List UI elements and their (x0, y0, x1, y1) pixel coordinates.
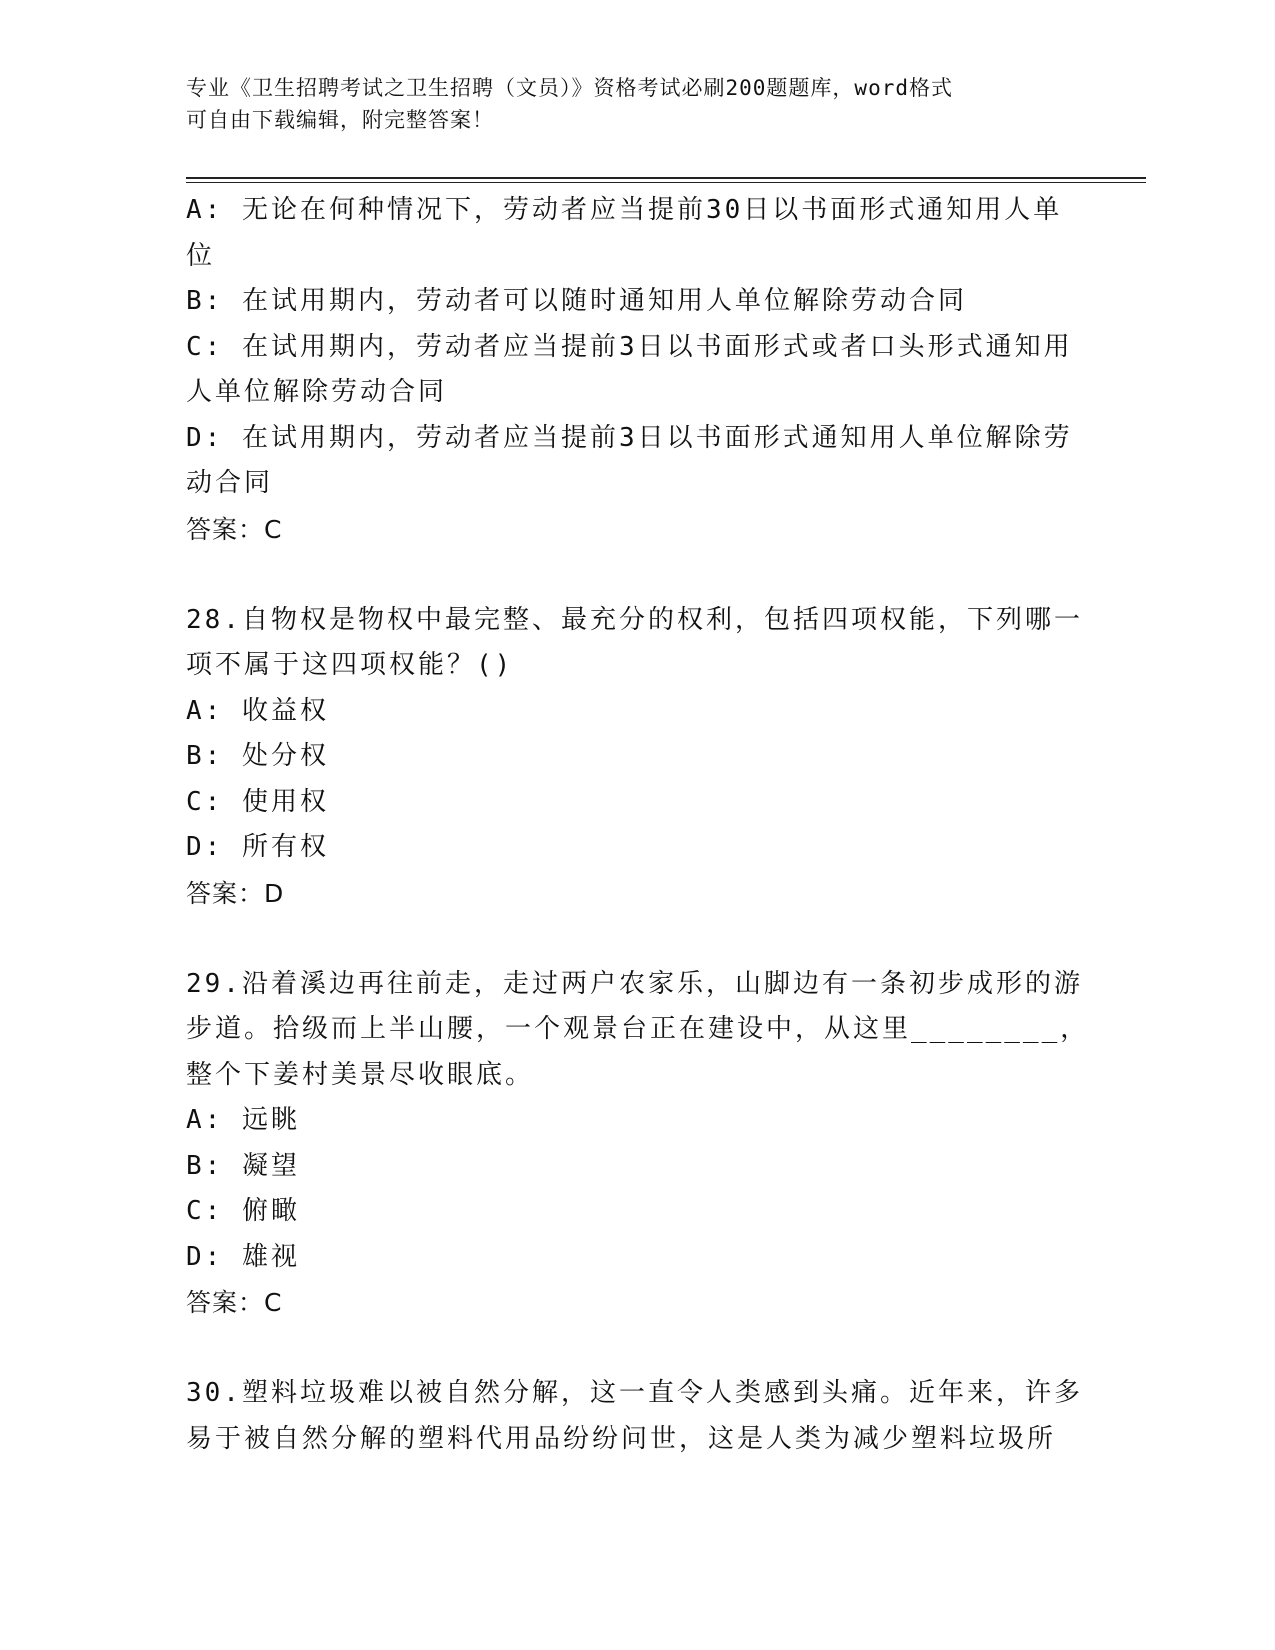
question-content (186, 188, 1090, 1462)
option-c: C: 俯瞰 (186, 1196, 300, 1226)
option-d-line-1: D: 在试用期内，劳动者应当提前3日以书面形式通知用人单位解除劳 (186, 422, 1073, 453)
question-stem-line-2: 步道。拾级而上半山腰，一个观景台正在建设中，从这里________， (186, 1014, 1090, 1044)
spacer (186, 1326, 1086, 1372)
option-a: A: 收益权 (186, 695, 329, 726)
option-a: A: 远眺 (186, 1105, 300, 1135)
option-b: B: 在试用期内，劳动者可以随时通知用人单位解除劳动合同 (186, 286, 967, 316)
header-line-2: 可自由下载编辑，附完整答案！ (186, 108, 494, 132)
question-stem-line-1: 28.自物权是物权中最完整、最充分的权利，包括四项权能，下列哪一 (186, 604, 1083, 635)
question-30 (186, 1371, 1086, 1462)
question-stem-line-2: 项不属于这四项权能？() (186, 650, 514, 680)
document-header (186, 72, 1056, 136)
header-line-1: 专业《卫生招聘考试之卫生招聘（文员）》资格考试必刷200题题库，word格式 (186, 76, 953, 100)
option-d: D: 雄视 (186, 1241, 300, 1272)
question-stem-line-3: 整个下姜村美景尽收眼底。 (186, 1059, 535, 1090)
header-divider-thick (186, 177, 1146, 179)
answer: 答案：C (186, 1288, 283, 1317)
option-c-line-2: 人单位解除劳动合同 (186, 377, 448, 407)
option-d: D: 所有权 (186, 832, 329, 862)
option-b: B: 凝望 (186, 1150, 300, 1181)
spacer (186, 916, 1086, 962)
option-b: B: 处分权 (186, 741, 329, 771)
answer: 答案：C (186, 514, 283, 544)
option-c: C: 使用权 (186, 786, 329, 817)
option-a-line-1: A: 无论在何种情况下，劳动者应当提前30日以书面形式通知用人单 (186, 195, 1063, 225)
question-stem-line-2: 易于被自然分解的塑料代用品纷纷问世，这是人类为减少塑料垃圾所 (186, 1423, 1057, 1454)
answer: 答案：D (186, 878, 285, 908)
header-divider-thin (186, 182, 1146, 183)
spacer (186, 552, 1086, 598)
question-27-options (186, 188, 1086, 552)
question-29 (186, 962, 1090, 1326)
question-stem-line-1: 30.塑料垃圾难以被自然分解，这一直令人类感到头痛。近年来，许多 (186, 1378, 1083, 1408)
option-a-line-2: 位 (186, 240, 216, 271)
question-stem-line-1: 29.沿着溪边再往前走，走过两户农家乐，山脚边有一条初步成形的游 (186, 968, 1083, 999)
question-28 (186, 598, 1086, 917)
option-c-line-1: C: 在试用期内，劳动者应当提前3日以书面形式或者口头形式通知用 (186, 331, 1073, 362)
option-d-line-2: 动合同 (186, 468, 274, 498)
